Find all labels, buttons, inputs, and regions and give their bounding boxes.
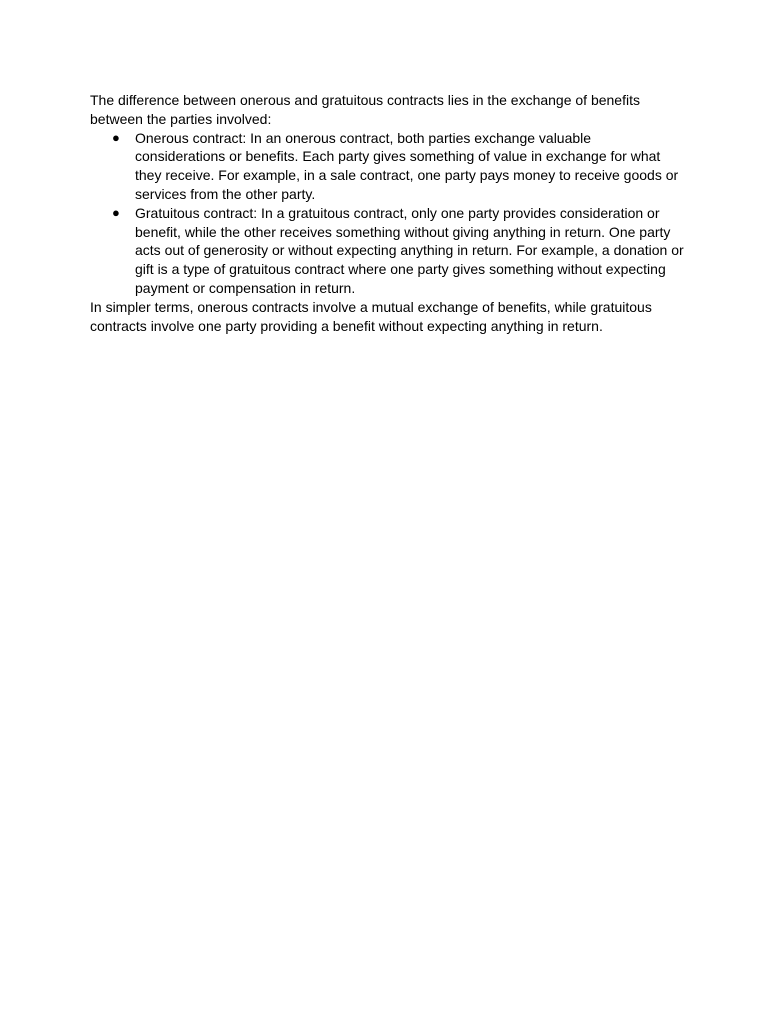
list-item-text: Onerous contract: In an onerous contract, both parties exchange valuable considerations or benefits. Each party gives something of value in exchange for what they receive. For example, in a sale contract, one party pays money to receive goods or services from the other party.: [135, 129, 679, 202]
document-body: [90, 91, 690, 335]
bullet-list: [90, 129, 690, 298]
bullet-icon: ●: [112, 129, 120, 145]
intro-paragraph: The difference between onerous and gratuitous contracts lies in the exchange of benefits between the parties involved:: [90, 92, 640, 127]
list-item-text: Gratuitous contract: In a gratuitous contract, only one party provides consideration or benefit, while the other receives something without giving anything in return. One party acts out of generosity or without expecting anything in return. For example, a donation or gift is a type of gratuitous contract where one party gives something without expecting payment or compensation in return.: [135, 204, 684, 296]
bullet-icon: ●: [112, 204, 120, 220]
conclusion-paragraph: In simpler terms, onerous contracts involve a mutual exchange of benefits, while gratuitous contracts involve one party providing a benefit without expecting anything in return.: [90, 298, 652, 334]
list-item-onerous: [90, 129, 680, 204]
list-item-gratuitous: [90, 204, 690, 298]
